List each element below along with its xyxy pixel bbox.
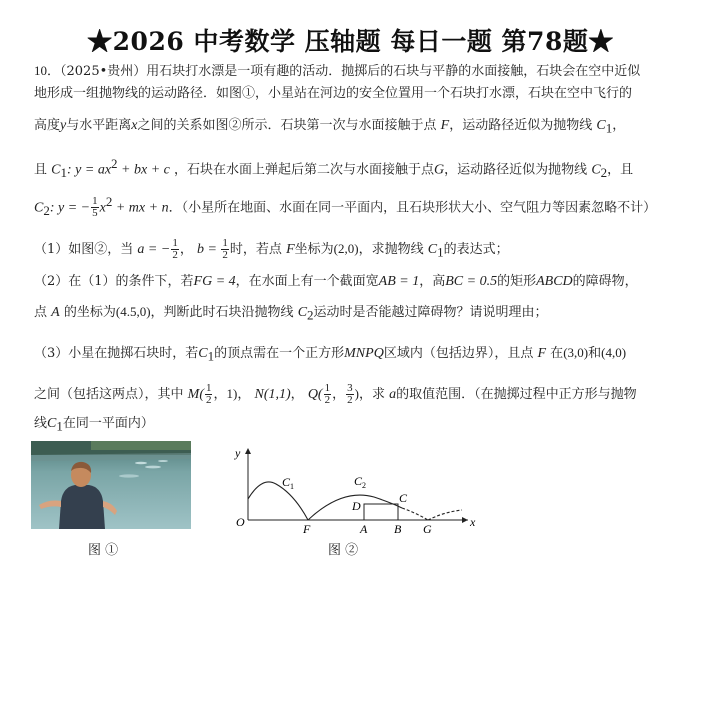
rect-ABCD: ABCD	[536, 274, 573, 289]
part-3-line-2	[34, 383, 637, 406]
c1-equation: : y = ax	[67, 162, 112, 178]
text: ，	[237, 387, 251, 402]
text: 的矩形	[497, 274, 537, 289]
numerator: 1	[172, 237, 178, 249]
text: 且	[34, 162, 48, 178]
numerator: 3	[347, 382, 353, 394]
text: ，高	[419, 274, 446, 289]
subscript: 1	[207, 348, 215, 364]
text: 之间的关系如图②所示．石块第一次与水面接触于点	[137, 118, 437, 133]
fraction	[205, 383, 213, 406]
boy-skipping-stone-illustration	[31, 441, 191, 529]
fraction	[91, 196, 99, 219]
text: ，运动路径近似为抛物线	[449, 118, 593, 133]
text: 在	[550, 346, 564, 361]
label-y: y	[235, 446, 241, 460]
parabola-c1	[248, 482, 308, 520]
c2-x: x	[99, 200, 106, 216]
text: ，在水面上有一个截面宽	[235, 274, 379, 289]
part-3-line-3	[34, 416, 154, 435]
numerator: 1	[324, 382, 331, 394]
next-path-dashed	[428, 510, 462, 520]
label-A: A	[360, 522, 368, 536]
superscript: 2	[111, 156, 118, 171]
ab-length: AB = 1	[378, 274, 420, 289]
text: 点	[34, 305, 48, 320]
point-N: N(1,1)	[254, 387, 291, 402]
c1-equation-rest: + bx + c	[117, 162, 170, 178]
bc-length: BC = 0.5	[445, 274, 498, 289]
coordinate: (4.5,0)	[115, 304, 151, 319]
superscript: 2	[105, 194, 113, 209]
text: 的取值范围．（在抛掷过程中正方形与抛物	[396, 387, 637, 402]
figure-1-photo	[31, 441, 191, 529]
numerator: 1	[92, 195, 98, 208]
c2-equation-rest: + mx + n	[112, 200, 169, 216]
text: ，判断此时石块沿抛物线	[150, 305, 294, 320]
text: （3）小星在抛掷石块时，若	[34, 346, 199, 361]
parabola-c2-dashed	[402, 508, 428, 520]
text: ，石块在水面上弹起后第二次与水面接触于点	[174, 162, 435, 178]
text: 线	[34, 416, 48, 431]
part-3-line-1	[34, 345, 626, 365]
text: 坐标为	[294, 242, 334, 257]
point-M-end: ，1)	[213, 386, 238, 401]
subscript: 2	[43, 202, 50, 218]
var-a: a	[389, 387, 397, 402]
curve-C2: C	[591, 162, 601, 178]
coordinate: (4,0)	[601, 345, 627, 360]
curve-C1: C	[47, 416, 57, 431]
text: 的表达式；	[443, 242, 509, 257]
curve-C1: C	[596, 118, 606, 133]
text: （1）如图②，当	[34, 242, 134, 257]
curve-C2: C	[297, 305, 308, 320]
point-G: G	[434, 162, 445, 178]
text: ，求抛物线	[358, 242, 424, 257]
obstacle-rect-ABCD	[364, 504, 398, 520]
parabola-path-diagram	[230, 440, 492, 536]
curve-C1: C	[427, 242, 438, 257]
text: 和	[588, 346, 602, 361]
fraction	[324, 383, 332, 406]
point-F: F	[440, 118, 450, 133]
label-x: x	[470, 515, 476, 529]
problem-source: （2025•贵州）	[60, 64, 147, 79]
label-C: C	[399, 491, 408, 505]
label-C1: C	[282, 475, 291, 489]
text: 区域内（包括边界），且点	[383, 346, 534, 361]
point-Q: Q(	[307, 387, 323, 402]
problem-text: 用石块打水漂是一项有趣的活动．抛掷后的石块与平静的水面接触，石块会在空中近似	[146, 64, 641, 79]
label-D: D	[352, 499, 361, 513]
denominator: 2	[205, 394, 212, 406]
comma: ，	[332, 386, 346, 401]
point-M: M(	[187, 387, 204, 402]
coordinate: (3,0)	[563, 345, 589, 360]
subscript: 2	[600, 164, 608, 180]
label-G: G	[423, 522, 432, 536]
a-value: a = −	[137, 242, 171, 257]
text: ，	[612, 118, 626, 133]
point-F: F	[537, 346, 547, 361]
numerator: 1	[205, 382, 212, 394]
text: 的坐标为	[63, 305, 116, 320]
label-C1-sub: 1	[290, 482, 294, 491]
problem-line-3	[34, 118, 625, 137]
denominator: 2	[172, 249, 178, 261]
figure-2-graph	[230, 440, 492, 536]
var-y: y	[60, 118, 67, 133]
var-x: x	[131, 118, 138, 133]
text: ．（小星所在地面、水面在同一平面内，且石块形状大小、空气阻力等因素忽略不计）	[168, 200, 657, 216]
fraction	[171, 238, 179, 261]
text: （2）在（1）的条件下，若	[34, 274, 194, 289]
coordinate: (2,0)	[333, 241, 359, 256]
point-F: F	[286, 242, 295, 257]
subscript: 1	[605, 120, 613, 136]
text: ，且	[607, 162, 634, 178]
problem-line-4	[34, 156, 633, 181]
subscript: 1	[60, 164, 67, 180]
x-axis-arrow	[462, 517, 468, 523]
label-O: O	[236, 515, 245, 529]
denominator: 2	[222, 249, 228, 261]
text: 高度	[34, 118, 61, 133]
square-MNPQ: MNPQ	[344, 346, 384, 361]
denominator: 2	[324, 394, 331, 406]
fg-length: FG = 4	[193, 274, 236, 289]
problem-line-5	[34, 194, 656, 219]
text: 与水平距离	[66, 118, 132, 133]
page-title: ★2026 中考数学 压轴题 每日一题 第78题★	[87, 27, 614, 56]
curve-C2: C	[34, 200, 44, 216]
label-B: B	[394, 522, 402, 536]
text: ，求	[358, 387, 385, 402]
text: 之间（包括这两点），其中	[34, 387, 184, 402]
problem-line-1	[34, 63, 640, 80]
problem-line-2: 地形成一组抛物线的运动路径．如图①，小星站在河边的安全位置用一个石块打水漂，石块在空中飞行的	[34, 86, 633, 101]
curve-C1: C	[51, 162, 61, 178]
c2-equation: : y = −	[49, 200, 91, 216]
text: 的顶点需在一个正方形	[214, 346, 345, 361]
fraction	[346, 383, 354, 406]
subscript: 1	[56, 418, 63, 434]
text: 在同一平面内）	[62, 416, 154, 431]
numerator: 1	[222, 237, 228, 249]
subscript: 1	[437, 244, 444, 260]
label-C2-sub: 2	[362, 481, 366, 490]
point-A: A	[51, 305, 60, 320]
text: 时，若点	[229, 242, 282, 257]
point-Q-end: )	[354, 386, 359, 401]
figure-2-caption: 图 ②	[328, 543, 359, 558]
part-2-line-1	[34, 274, 638, 290]
label-F: F	[303, 522, 311, 536]
subscript: 2	[307, 307, 314, 323]
denominator: 5	[92, 207, 98, 220]
part-2-line-2	[34, 304, 548, 324]
text: ，	[290, 387, 304, 402]
part-1: （1）如图②，当 a = − $\frac{1}{2}$ ， b = $\frac{1}{2}$ 时，若点 F坐标为(2,0)，求抛物线 $C_1$的表达式；	[34, 237, 509, 261]
problem-number: 10．	[34, 63, 61, 78]
figure-1-caption: 图 ①	[88, 543, 119, 558]
curve-C1: C	[198, 346, 208, 361]
text: 运动时是否能越过障碍物？请说明理由；	[313, 305, 548, 320]
label-C2: C	[354, 474, 363, 488]
y-axis-arrow	[245, 448, 251, 454]
text: 的障碍物，	[572, 274, 638, 289]
b-value: b =	[196, 242, 221, 257]
denominator: 2	[347, 394, 353, 406]
fraction	[221, 238, 229, 261]
text: ，运动路径近似为抛物线	[444, 162, 588, 178]
